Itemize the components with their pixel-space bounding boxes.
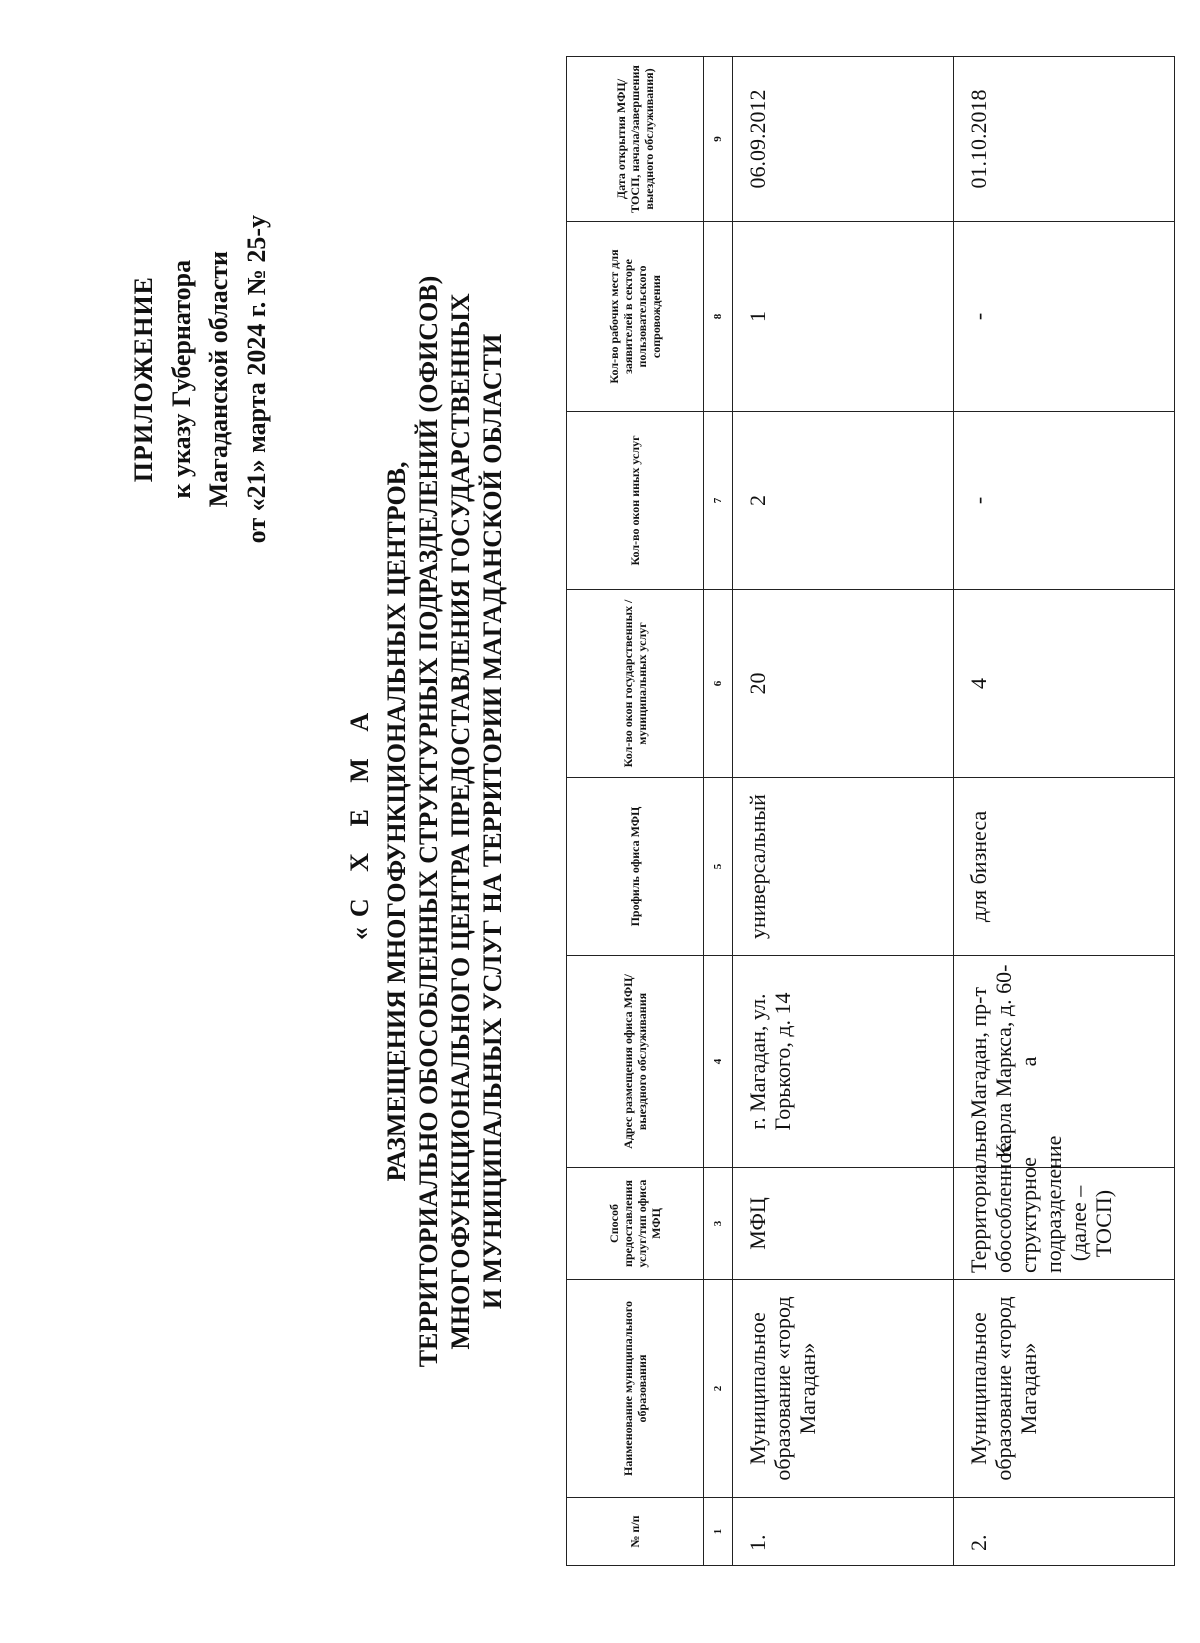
- cell-name: Муниципальное образование «город Магадан»: [733, 1280, 954, 1498]
- cell-type: Территориально обособленное структурное подразделение (далее – ТОСП): [954, 1168, 1175, 1280]
- header-cell: Профиль офиса МФЦ: [567, 778, 704, 956]
- column-number: 7: [704, 412, 733, 590]
- cell-date: 06.09.2012: [733, 57, 954, 222]
- appendix-block: [125, 215, 276, 543]
- cell-profile: универсальный: [733, 778, 954, 956]
- cell-other-windows: 2: [733, 412, 954, 590]
- scheme-line-3: МНОГОФУНКЦИОНАЛЬНОГО ЦЕНТРА ПРЕДОСТАВЛЕНИЯ ГОСУДАРСТВЕННЫХ: [446, 293, 475, 1350]
- header-cell: Кол-во окон государственных / муниципальных услуг: [567, 590, 704, 778]
- cell-date: 01.10.2018: [954, 57, 1175, 222]
- cell-other-windows: -: [954, 412, 1175, 590]
- appendix-heading: ПРИЛОЖЕНИЕ: [129, 276, 158, 483]
- header-cell: Адрес размещения офиса МФЦ/выездного обслуживания: [567, 956, 704, 1168]
- header-cell: Наименование муниципального образования: [567, 1280, 704, 1498]
- column-number: 8: [704, 222, 733, 412]
- header-cell: Дата открытия МФЦ/ТОСП, начала/завершения выездного обслуживания): [567, 57, 704, 222]
- appendix-line-2: Магаданской области: [204, 250, 234, 508]
- table-row: [733, 57, 954, 1566]
- header-row: [567, 57, 704, 1566]
- scheme-line-1: РАЗМЕЩЕНИЯ МНОГОФУНКЦИОНАЛЬНЫХ ЦЕНТРОВ,: [382, 461, 411, 1182]
- cell-workplaces: 1: [733, 222, 954, 412]
- header-cell: Кол-во рабочих мест для заявителей в секторе пользовательского сопровождения: [567, 222, 704, 412]
- cell-name: Муниципальное образование «город Магадан»: [954, 1280, 1175, 1498]
- column-number-row: [704, 57, 733, 1566]
- cell-gov-windows: 4: [954, 590, 1175, 778]
- mfc-table: [566, 56, 1175, 1566]
- cell-num: 1.: [733, 1498, 954, 1566]
- cell-num: 2.: [954, 1498, 1175, 1566]
- scheme-word: «С Х Е М А: [345, 702, 374, 941]
- scheme-line-2: ТЕРРИТОРИАЛЬНО ОБОСОБЛЕННЫХ СТРУКТУРНЫХ ПОДРАЗДЕЛЕНИЙ (ОФИСОВ): [414, 275, 443, 1368]
- column-number: 1: [704, 1498, 733, 1566]
- table-row: [954, 57, 1175, 1566]
- header-cell: Способ предоставления услуг/тип офиса МФЦ: [567, 1168, 704, 1280]
- scheme-title-block: [345, 0, 509, 1643]
- header-cell: Кол-во окон иных услуг: [567, 412, 704, 590]
- column-number: 4: [704, 956, 733, 1168]
- column-number: 9: [704, 57, 733, 222]
- cell-profile: для бизнеса: [954, 778, 1175, 956]
- cell-address: г. Магадан, пр-т Карла Маркса, д. 60-а: [954, 956, 1175, 1168]
- scheme-line-4: И МУНИЦИПАЛЬНЫХ УСЛУГ НА ТЕРРИТОРИИ МАГАДАНСКОЙ ОБЛАСТИ: [478, 333, 507, 1310]
- appendix-line-1: к указу Губернатора: [166, 259, 196, 499]
- column-number: 2: [704, 1280, 733, 1498]
- cell-workplaces: -: [954, 222, 1175, 412]
- column-number: 5: [704, 778, 733, 956]
- header-cell: № п/п: [567, 1498, 704, 1566]
- column-number: 3: [704, 1168, 733, 1280]
- cell-address: г. Магадан, ул. Горького, д. 14: [733, 956, 954, 1168]
- cell-gov-windows: 20: [733, 590, 954, 778]
- appendix-line-3: от «21» марта 2024 г. № 25-у: [242, 215, 272, 544]
- column-number: 6: [704, 590, 733, 778]
- cell-type: МФЦ: [733, 1168, 954, 1280]
